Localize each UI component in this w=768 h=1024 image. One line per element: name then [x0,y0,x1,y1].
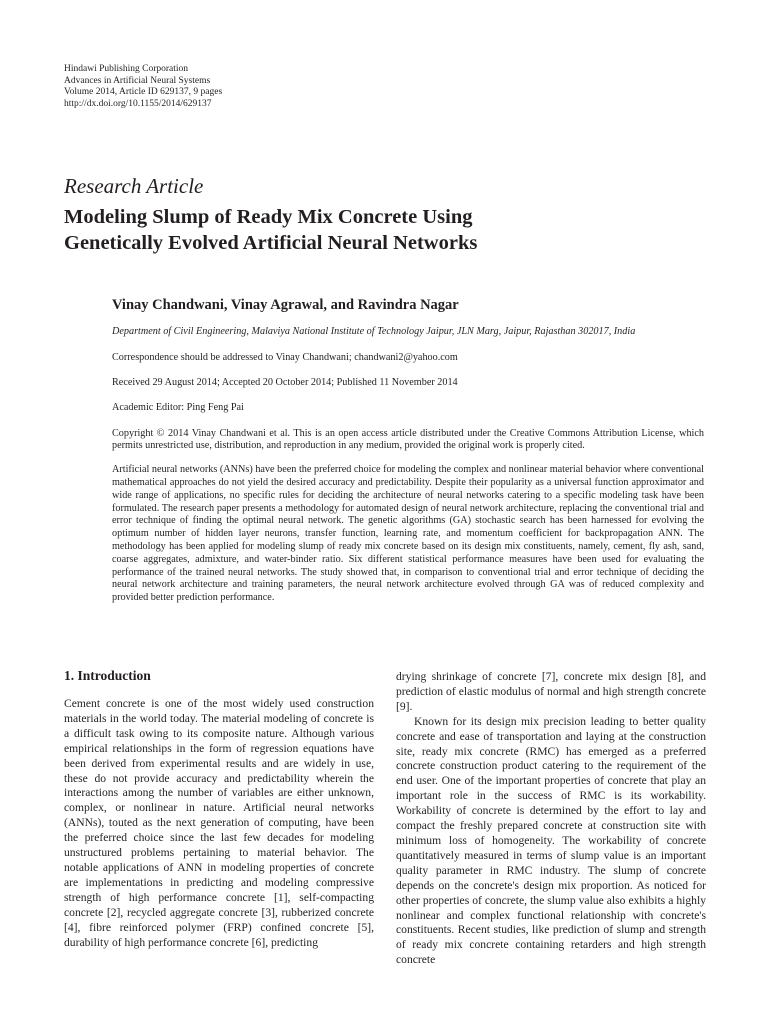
body-paragraph: Known for its design mix precision leading to better quality concrete and ease of transportation and laying at the construction site, ready mix concrete (RMC) has emerged as a preferred concrete construction product catering to the requirement of the end user. One of the important properties of concrete that play an important role in the success of RMC is its workability. Workability of concrete is determined by the effort to lay and compact the freshly prepared concrete at construction site with minimum loss of homogeneity. The workability of concrete quantitatively measured in terms of slump value is an important quality parameter in RMC industry. The slump of concrete depends on the concrete's design mix proportion. As noticed for other properties of concrete, the slump value also exhibits a highly nonlinear and complex functional relationship with concrete's constituents. Recent studies, like prediction of slump and strength of ready mix concrete containing retarders and high strength concrete [396,714,706,967]
copyright-notice: Copyright © 2014 Vinay Chandwani et al. This is an open access article distributed under the Creative Commons Attribution License, which permits unrestricted use, distribution, and reproduction in any medium, provided the original work is properly cited. [112,427,704,452]
paper-title [64,204,704,256]
journal-name: Advances in Artificial Neural Systems [64,75,211,86]
article-metadata [112,326,704,605]
title-line-1: Modeling Slump of Ready Mix Concrete Using [64,206,473,228]
abstract: Artificial neural networks (ANNs) have been the preferred choice for modeling the complex and nonlinear material behavior where conventional mathematical approaches do not yield the desired accuracy and predictability. Despite their popularity as a universal function approximator and wide range of applications, no specific rules for deciding the architecture of neural networks catering to a specific modeling task have been formulated. The research paper presents a methodology for automated design of neural network architecture, replacing the conventional trial and error technique of finding the optimal neural network. The genetic algorithms (GA) stochastic search has been harnessed for evolving the optimum number of hidden layer neurons, transfer function, learning rate, and momentum coefficient for backpropagation ANN. The methodology has been applied for modeling slump of ready mix concrete based on its design mix constituents, namely, cement, fly ash, sand, coarse aggregates, admixture, and water-binder ratio. Six different statistical performance measures have been used for evaluating the performance of the trained neural networks. The study showed that, in comparison to conventional trial and error technique of deciding the neural network architecture and training parameters, the neural network architecture evolved through GA was of reduced complexity and provided better prediction performance. [112,464,704,604]
volume-info: Volume 2014, Article ID 629137, 9 pages [64,87,223,97]
article-type: Research Article [64,174,204,198]
author-list: Vinay Chandwani, Vinay Agrawal, and Ravindra Nagar [112,297,459,313]
masthead [64,64,222,110]
affiliation: Department of Civil Engineering, Malaviya National Institute of Technology Jaipur, JLN Marg, Jaipur, Rajasthan 302017, India [112,326,636,337]
academic-editor: Academic Editor: Ping Feng Pai [112,402,244,414]
body-column-right [396,670,706,968]
body-paragraph: Cement concrete is one of the most widely used construction materials in the world today. The material modeling of concrete is a difficult task owing to its composite nature. Although various empirical relationships in the form of regression equations have been derived from experimental results and are widely in use, these do not provide accuracy and predictability wherein the interactions among the number of variables are either unknown, complex, or nonlinear in nature. Artificial neural networks (ANNs), touted as the next generation of computing, have been the preferred choice since the last few decades for modeling unstructured problems pertaining to material behavior. The notable applications of ANN in modeling properties of concrete are implementations in predicting and modeling compressive strength of high performance concrete [1], self-compacting concrete [2], recycled aggregate concrete [3], rubberized concrete [4], fibre reinforced polymer (FRP) confined concrete [5], durability of high performance concrete [6], predicting [64,697,374,949]
body-column-left [64,668,374,950]
publication-dates: Received 29 August 2014; Accepted 20 October 2014; Published 11 November 2014 [112,377,458,389]
body-paragraph-continued: drying shrinkage of concrete [7], concrete mix design [8], and prediction of elastic modulus of normal and high strength concrete [9]. [396,670,706,713]
section-heading: 1. Introduction [64,668,151,683]
doi-link[interactable]: http://dx.doi.org/10.1155/2014/629137 [64,98,212,109]
correspondence: Correspondence should be addressed to Vinay Chandwani; chandwani2@yahoo.com [112,351,458,363]
publisher-name: Hindawi Publishing Corporation [64,64,189,74]
title-line-2: Genetically Evolved Artificial Neural Networks [64,232,478,254]
